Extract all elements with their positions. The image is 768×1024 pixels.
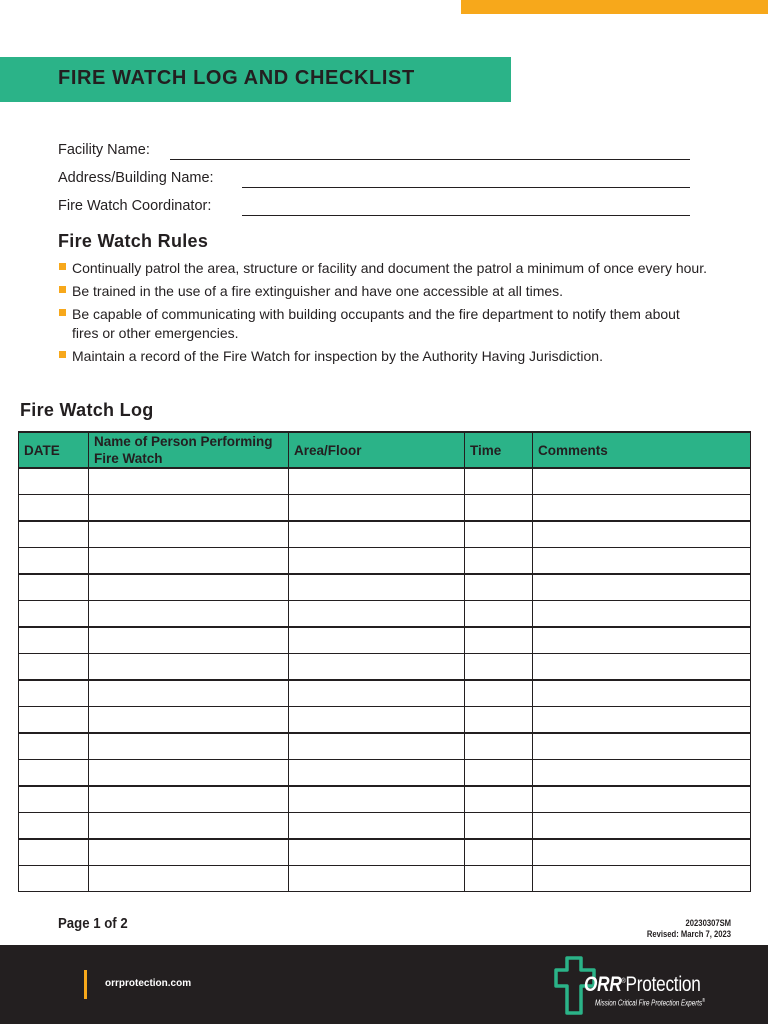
top-accent-bar (461, 0, 768, 14)
column-header-date: DATE (19, 432, 89, 468)
table-row (19, 839, 751, 866)
table-cell[interactable] (89, 760, 289, 787)
table-cell[interactable] (289, 574, 465, 601)
table-cell[interactable] (89, 468, 289, 495)
table-cell[interactable] (19, 521, 89, 548)
table-cell[interactable] (533, 707, 751, 734)
table-row (19, 786, 751, 813)
table-cell[interactable] (533, 654, 751, 681)
table-row (19, 680, 751, 707)
footer-bar (0, 945, 768, 1024)
table-cell[interactable] (19, 760, 89, 787)
coordinator-line[interactable] (242, 215, 690, 216)
table-cell[interactable] (465, 786, 533, 813)
table-cell[interactable] (465, 866, 533, 892)
page-title: FIRE WATCH LOG AND CHECKLIST (58, 67, 415, 89)
coordinator-field[interactable] (58, 198, 690, 218)
fire-watch-log-table (18, 431, 751, 892)
brand-name: ORR®Protection (584, 973, 701, 996)
table-cell[interactable] (465, 839, 533, 866)
table-row (19, 866, 751, 892)
table-cell[interactable] (289, 733, 465, 760)
table-row (19, 601, 751, 628)
table-cell[interactable] (465, 707, 533, 734)
table-cell[interactable] (289, 521, 465, 548)
table-cell[interactable] (289, 813, 465, 840)
log-table-body (19, 468, 751, 892)
facility-name-line[interactable] (170, 159, 690, 160)
table-cell[interactable] (465, 548, 533, 575)
table-cell[interactable] (465, 760, 533, 787)
bullet-square-icon (59, 286, 66, 293)
table-row (19, 468, 751, 495)
table-cell[interactable] (533, 521, 751, 548)
table-cell[interactable] (89, 813, 289, 840)
table-cell[interactable] (89, 495, 289, 522)
table-cell[interactable] (89, 574, 289, 601)
address-building-label: Address/Building Name: (58, 170, 214, 186)
column-header-time: Time (465, 432, 533, 468)
title-band (0, 57, 511, 102)
table-cell[interactable] (289, 680, 465, 707)
table-cell[interactable] (533, 548, 751, 575)
table-cell[interactable] (289, 495, 465, 522)
table-cell[interactable] (289, 866, 465, 892)
table-cell[interactable] (19, 733, 89, 760)
bullet-square-icon (59, 309, 66, 316)
table-cell[interactable] (19, 813, 89, 840)
table-cell[interactable] (289, 786, 465, 813)
table-cell[interactable] (89, 521, 289, 548)
table-cell[interactable] (89, 866, 289, 892)
table-cell[interactable] (89, 733, 289, 760)
address-building-field[interactable] (58, 170, 690, 190)
rule-item: Be capable of communicating with building occupants and the fire department to notify them about fires or other emergencies. (58, 305, 708, 343)
table-cell[interactable] (19, 707, 89, 734)
table-cell[interactable] (533, 866, 751, 892)
table-cell[interactable] (19, 601, 89, 628)
table-row (19, 574, 751, 601)
table-cell[interactable] (19, 866, 89, 892)
revised-date: Revised: March 7, 2023 (646, 929, 731, 939)
table-cell[interactable] (533, 574, 751, 601)
rule-item: Continually patrol the area, structure or facility and document the patrol a minimum of once every hour. (58, 259, 708, 278)
facility-name-label: Facility Name: (58, 142, 150, 158)
rule-item: Maintain a record of the Fire Watch for inspection by the Authority Having Jurisdiction. (58, 347, 708, 366)
coordinator-label: Fire Watch Coordinator: (58, 198, 212, 214)
table-cell[interactable] (19, 786, 89, 813)
table-cell[interactable] (289, 548, 465, 575)
table-cell[interactable] (289, 839, 465, 866)
table-cell[interactable] (89, 707, 289, 734)
facility-name-field[interactable] (58, 142, 690, 162)
document-revision (647, 918, 731, 940)
table-cell[interactable] (533, 839, 751, 866)
table-row (19, 548, 751, 575)
table-cell[interactable] (89, 548, 289, 575)
table-cell[interactable] (289, 627, 465, 654)
bullet-square-icon (59, 263, 66, 270)
doc-id: 20230307SM (685, 918, 731, 928)
table-cell[interactable] (465, 654, 533, 681)
table-cell[interactable] (19, 627, 89, 654)
address-building-line[interactable] (242, 187, 690, 188)
table-cell[interactable] (465, 733, 533, 760)
table-row (19, 733, 751, 760)
table-cell[interactable] (19, 839, 89, 866)
table-cell[interactable] (465, 495, 533, 522)
table-cell[interactable] (465, 627, 533, 654)
table-cell[interactable] (289, 601, 465, 628)
table-cell[interactable] (19, 680, 89, 707)
table-cell[interactable] (89, 839, 289, 866)
table-cell[interactable] (533, 627, 751, 654)
table-row (19, 495, 751, 522)
page-number: Page 1 of 2 (58, 915, 128, 932)
table-cell[interactable] (533, 786, 751, 813)
table-cell[interactable] (19, 548, 89, 575)
table-cell[interactable] (19, 495, 89, 522)
table-cell[interactable] (289, 654, 465, 681)
table-cell[interactable] (533, 495, 751, 522)
rule-item: Be trained in the use of a fire extinguisher and have one accessible at all times. (58, 282, 708, 301)
table-cell[interactable] (465, 574, 533, 601)
table-cell[interactable] (533, 468, 751, 495)
table-cell[interactable] (89, 680, 289, 707)
table-cell[interactable] (465, 468, 533, 495)
table-cell[interactable] (289, 760, 465, 787)
table-cell[interactable] (289, 707, 465, 734)
table-cell[interactable] (465, 680, 533, 707)
table-cell[interactable] (533, 813, 751, 840)
table-cell[interactable] (465, 521, 533, 548)
table-cell[interactable] (533, 760, 751, 787)
column-header-area-floor: Area/Floor (289, 432, 465, 468)
column-header-comments: Comments (533, 432, 751, 468)
table-cell[interactable] (89, 627, 289, 654)
table-cell[interactable] (19, 468, 89, 495)
table-cell[interactable] (533, 601, 751, 628)
footer-accent-divider (84, 970, 87, 999)
table-cell[interactable] (533, 733, 751, 760)
table-header-row (19, 432, 751, 468)
column-header-name: Name of Person Performing Fire Watch (89, 432, 289, 468)
table-cell[interactable] (465, 813, 533, 840)
brand-tagline: Mission Critical Fire Protection Experts® (595, 998, 706, 1008)
table-cell[interactable] (465, 601, 533, 628)
table-cell[interactable] (89, 601, 289, 628)
table-cell[interactable] (89, 786, 289, 813)
table-cell[interactable] (19, 654, 89, 681)
table-row (19, 521, 751, 548)
table-row (19, 654, 751, 681)
table-cell[interactable] (533, 680, 751, 707)
table-row (19, 760, 751, 787)
website-link[interactable]: orrprotection.com (105, 978, 192, 989)
table-row (19, 707, 751, 734)
table-row (19, 627, 751, 654)
log-heading: Fire Watch Log (20, 400, 154, 420)
rules-heading: Fire Watch Rules (58, 231, 209, 251)
table-cell[interactable] (289, 468, 465, 495)
rules-list (58, 259, 708, 370)
orr-protection-logo (553, 955, 713, 1017)
bullet-square-icon (59, 351, 66, 358)
table-cell[interactable] (89, 654, 289, 681)
table-cell[interactable] (19, 574, 89, 601)
table-row (19, 813, 751, 840)
